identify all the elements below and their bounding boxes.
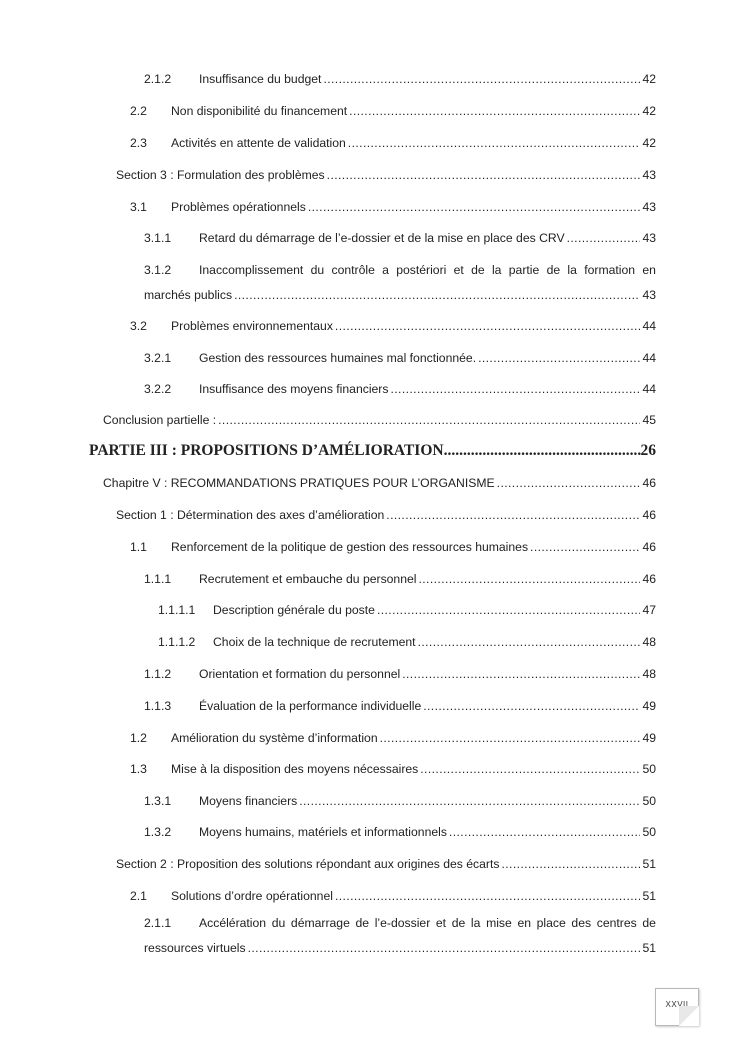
title-word: et <box>453 263 464 277</box>
toc-entry-page: 43 <box>642 200 656 214</box>
dot-leader <box>234 287 640 303</box>
toc-entry-title: Retard du démarrage de l’e-dossier et de la mise en place des CRV <box>199 231 565 245</box>
page-number: XXVII <box>665 1000 689 1009</box>
toc-entry-page: 45 <box>642 413 656 427</box>
toc-entry[interactable] <box>144 230 656 246</box>
dot-leader <box>348 135 641 151</box>
toc-entry[interactable] <box>144 350 656 366</box>
toc-entry-number: 2.3 <box>130 136 147 150</box>
toc-entry[interactable] <box>144 71 656 87</box>
toc-entry-number: 1.1.1.2 <box>158 635 196 649</box>
toc-entry-number: 1.1 <box>130 540 147 554</box>
toc-entry[interactable] <box>116 507 656 523</box>
title-word: place <box>536 916 566 930</box>
toc-entry-number: 2.1.2 <box>144 72 172 86</box>
title-word: en <box>517 916 531 930</box>
title-word: centres <box>596 916 637 930</box>
dot-leader <box>449 824 641 840</box>
toc-entry-page: 42 <box>642 72 656 86</box>
title-word: du <box>310 263 325 277</box>
title-word: de <box>451 916 466 930</box>
toc-entry-title: Problèmes environnementaux <box>171 319 333 333</box>
toc-entry-page: 43 <box>642 231 656 245</box>
toc-entry-title-continued: ressources virtuels <box>144 941 246 955</box>
toc-entry[interactable] <box>103 475 656 491</box>
toc-entry-page: 50 <box>642 794 656 808</box>
toc-entry-number: 3.1 <box>130 200 147 214</box>
toc-entry-title: Activités en attente de validation <box>171 136 346 150</box>
toc-entry[interactable] <box>144 915 656 956</box>
toc-entry-page: 46 <box>642 476 656 490</box>
toc-entry[interactable] <box>158 634 656 650</box>
dot-leader <box>501 856 640 872</box>
title-word: des <box>571 916 592 930</box>
toc-entry-title: Orientation et formation du personnel <box>199 667 401 681</box>
toc-entry-title: Évaluation de la performance individuelle <box>199 699 422 713</box>
toc-entry-title: Mise à la disposition des moyens nécessaires <box>171 762 419 776</box>
dot-leader <box>380 730 641 746</box>
toc-part-heading[interactable] <box>89 442 656 460</box>
title-word: de <box>546 263 561 277</box>
toc-entry-page: 51 <box>642 889 656 903</box>
title-word: la <box>491 263 502 277</box>
toc-entry[interactable] <box>144 262 656 303</box>
dot-leader <box>335 888 641 904</box>
toc-entry-number: 3.2.1 <box>144 351 172 365</box>
dot-leader <box>377 602 641 618</box>
toc-entry-page: 48 <box>642 635 656 649</box>
dot-leader <box>567 230 641 246</box>
dot-leader <box>349 103 640 119</box>
dot-leader <box>323 71 640 87</box>
title-word: démarrage <box>290 916 350 930</box>
dot-leader <box>478 350 640 366</box>
toc-entry-title: Gestion des ressources humaines mal fonctionnée. <box>199 351 477 365</box>
dot-leader <box>402 666 640 682</box>
dot-leader <box>418 634 641 650</box>
title-word: contrôle <box>331 263 375 277</box>
dot-leader <box>218 412 640 428</box>
toc-entry-page: 51 <box>642 941 656 955</box>
toc-entry-title <box>199 262 656 278</box>
toc-entry-page: 50 <box>642 762 656 776</box>
dot-leader <box>530 539 640 555</box>
toc-entry-page: 46 <box>642 540 656 554</box>
dot-leader <box>423 698 640 714</box>
toc-entry-title: Description générale du poste <box>213 603 375 617</box>
toc-entry-page: 48 <box>642 667 656 681</box>
title-word: et <box>435 916 447 930</box>
toc-entry-page: 42 <box>642 136 656 150</box>
toc-entry[interactable] <box>144 824 656 840</box>
toc-entry[interactable] <box>116 856 656 872</box>
toc-entry-title: Renforcement de la politique de gestion des ressources humaines <box>171 540 529 554</box>
toc-entry-title: Moyens humains, matériels et informationnels <box>199 825 447 839</box>
toc-entry-title: Problèmes opérationnels <box>171 200 306 214</box>
toc-entry[interactable] <box>144 793 656 809</box>
toc-entry-number: 2.1.1 <box>144 916 172 930</box>
toc-entry-number: 3.1.1 <box>144 231 172 245</box>
page-number-badge <box>655 988 699 1026</box>
toc-entry[interactable] <box>130 103 656 119</box>
toc-entry[interactable] <box>144 698 656 714</box>
toc-entry-number: 1.1.3 <box>144 699 172 713</box>
toc-entry-number: 3.2.2 <box>144 382 172 396</box>
title-word: formation <box>584 263 636 277</box>
toc-entry-page: 51 <box>642 857 656 871</box>
toc-entry[interactable] <box>144 381 656 397</box>
title-word: Accélération <box>199 916 267 930</box>
title-word: de <box>355 916 370 930</box>
toc-entry[interactable] <box>144 666 656 682</box>
toc-entry-title: Chapitre V : RECOMMANDATIONS PRATIQUES POUR L’ORGANISME <box>103 476 495 490</box>
dot-leader <box>248 940 641 956</box>
toc-entry-number: 3.1.2 <box>144 263 172 277</box>
toc-entry-page: 50 <box>642 825 656 839</box>
toc-entry-title: Section 2 : Proposition des solutions répondant aux origines des écarts <box>116 857 500 871</box>
toc-entry-page: 46 <box>642 508 656 522</box>
toc-entry-number: 1.1.2 <box>144 667 172 681</box>
toc-entry[interactable] <box>130 199 656 215</box>
title-word: la <box>470 916 481 930</box>
toc-entry-page: 43 <box>642 288 656 302</box>
dot-leader <box>390 381 640 397</box>
toc-entry-page: 46 <box>642 572 656 586</box>
toc-entry-title: Conclusion partielle : <box>103 413 217 427</box>
toc-entry-title: PARTIE III : PROPOSITIONS D’AMÉLIORATION <box>89 442 444 459</box>
toc-entry-page: 49 <box>642 699 656 713</box>
toc-entry-page: 44 <box>642 319 656 333</box>
toc-entry-page: 47 <box>642 603 656 617</box>
toc-entry-title: Insuffisance du budget <box>199 72 322 86</box>
toc-entry-number: 3.2 <box>130 319 147 333</box>
toc-entry[interactable] <box>130 539 656 555</box>
toc-entry-page: 43 <box>642 168 656 182</box>
toc-entry-title: Recrutement et embauche du personnel <box>199 572 417 586</box>
toc-entry-number: 2.1 <box>130 889 147 903</box>
dot-leader <box>299 793 640 809</box>
dot-leader <box>308 199 641 215</box>
toc-entry-page: 26 <box>640 442 656 459</box>
dot-leader <box>386 507 640 523</box>
toc-entry[interactable] <box>103 412 656 428</box>
toc-entry-number: 2.2 <box>130 104 147 118</box>
toc-entry-page: 44 <box>642 382 656 396</box>
dot-leader <box>420 761 640 777</box>
dot-leader <box>497 475 641 491</box>
toc-entry-number: 1.3.2 <box>144 825 172 839</box>
title-word: partie <box>508 263 540 277</box>
title-word: de <box>471 263 485 277</box>
title-word: postériori <box>396 263 447 277</box>
toc-entry[interactable] <box>130 888 656 904</box>
dot-leader <box>418 571 640 587</box>
toc-entry-title: Choix de la technique de recrutement <box>213 635 416 649</box>
toc-entry-title <box>199 915 656 931</box>
toc-entry-title: Section 1 : Détermination des axes d’amélioration <box>116 508 385 522</box>
toc-entry-number: 1.3.1 <box>144 794 172 808</box>
toc-entry[interactable] <box>130 761 656 777</box>
toc-entry-title: Insuffisance des moyens financiers <box>199 382 389 396</box>
toc-entry-number: 1.1.1.1 <box>158 603 196 617</box>
toc-entry[interactable] <box>158 602 656 618</box>
dot-leader <box>335 318 641 334</box>
toc-entry-number: 1.2 <box>130 731 147 745</box>
dot-leader <box>327 167 641 183</box>
toc-entry-page: 44 <box>642 351 656 365</box>
dot-leader <box>444 442 641 460</box>
toc-entry[interactable] <box>130 730 656 746</box>
toc-entry[interactable] <box>130 318 656 334</box>
toc-entry-title: Solutions d’ordre opérationnel <box>171 889 333 903</box>
title-word: Inaccomplissement <box>199 263 304 277</box>
title-word: a <box>382 263 389 277</box>
title-word: l’e-dossier <box>374 916 431 930</box>
toc-entry-title: Non disponibilité du financement <box>171 104 348 118</box>
toc-entry-title: Amélioration du système d’information <box>171 731 378 745</box>
toc-entry-number: 1.3 <box>130 762 147 776</box>
toc-entry-page: 49 <box>642 731 656 745</box>
title-word: du <box>271 916 286 930</box>
toc-entry-page: 42 <box>642 104 656 118</box>
title-word: la <box>567 263 577 277</box>
toc-entry-title: Section 3 : Formulation des problèmes <box>116 168 325 182</box>
title-word: mise <box>486 916 512 930</box>
toc-entry[interactable] <box>130 135 656 151</box>
toc-entry-number: 1.1.1 <box>144 572 172 586</box>
toc-entry[interactable] <box>116 167 656 183</box>
toc-entry-title: Moyens financiers <box>199 794 298 808</box>
title-word: en <box>642 263 656 277</box>
toc-entry[interactable] <box>144 571 656 587</box>
toc-entry-title-continued: marchés publics <box>144 288 233 302</box>
title-word: de <box>642 916 656 930</box>
